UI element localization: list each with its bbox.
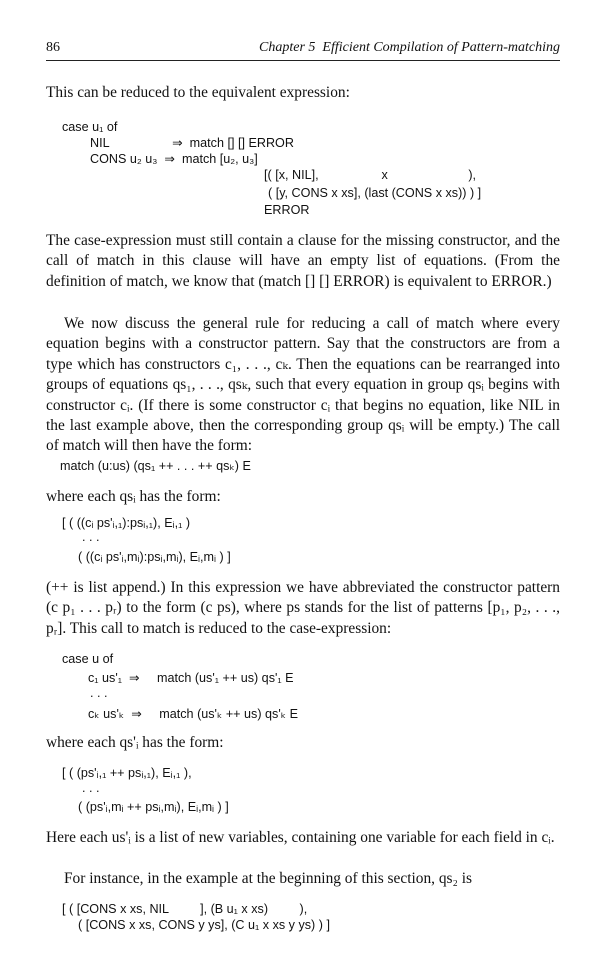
code5-line-2: . . .: [82, 781, 100, 795]
code4-line-3: . . .: [90, 686, 108, 700]
paragraph-1: The case-expression must still contain a clause for the missing constructor, and the call of match in this clause will have an empty list of equations. (From the definition of match, we know that (match [] [] ERROR) is equivalent to ERROR.): [46, 232, 560, 290]
code1-line-5: ( [y, CONS x xs], (last (CONS x xs)) ) ]: [268, 186, 482, 200]
header-rule: [46, 60, 560, 61]
code1-line-1: case u₁ of: [62, 120, 118, 134]
paragraph-5: For instance, in the example at the beginning of this section, qs₂ is: [64, 870, 473, 887]
where-each-qs-prime: where each qs'ᵢ has the form:: [46, 734, 224, 751]
code6-line-1: [ ( [CONS x xs, NIL ], (B u₁ x xs) ),: [62, 902, 308, 916]
code3-line-3: ( ((cᵢ ps'ᵢ,mᵢ):psᵢ,mᵢ), Eᵢ,mᵢ ) ]: [78, 550, 231, 564]
code3-line-1: [ ( ((cᵢ ps'ᵢ,₁):psᵢ,₁), Eᵢ,₁ ): [62, 516, 191, 530]
code6-line-2: ( [CONS x xs, CONS y ys], (C u₁ x xs y ys) ) ]: [78, 918, 330, 932]
where-each-qs: where each qsᵢ has the form:: [46, 488, 221, 505]
code5-line-1: [ ( (ps'ᵢ,₁ ++ psᵢ,₁), Eᵢ,₁ ),: [62, 766, 192, 780]
code4-line-4: cₖ us'ₖ ⇒ match (us'ₖ ++ us) qs'ₖ E: [88, 707, 298, 721]
intro-text: This can be reduced to the equivalent expression:: [46, 84, 350, 101]
code4-line-2: c₁ us'₁ ⇒ match (us'₁ ++ us) qs'₁ E: [88, 671, 294, 685]
code3-line-2: . . .: [82, 530, 100, 544]
code4-line-1: case u of: [62, 652, 114, 666]
code1-line-4: [( [x, NIL], x ),: [264, 168, 477, 182]
code1-line-3: CONS u₂ u₃ ⇒ match [u₂, u₃]: [90, 152, 258, 166]
running-title: Chapter 5 Efficient Compilation of Pattern-matching: [259, 40, 560, 55]
code2-line: match (u:us) (qs₁ ++ . . . ++ qsₖ) E: [60, 459, 251, 473]
paragraph-2: We now discuss the general rule for reducing a call of match where every equation begins with a constructor pattern. Say that the constructors are from a type which has constructors c₁, . . ., cₖ. Then the equations can be rearranged into groups of equations qs₁, . . ., qsₖ, such that every equation in group qsᵢ begins with constructor cᵢ. (If there is some constructor cᵢ that begins no equation, like NIL in the last example above, then the corresponding group qsᵢ will be empty.) The call of match will then have the form:: [46, 315, 560, 455]
code1-line-6: ERROR: [264, 203, 310, 217]
code5-line-3: ( (ps'ᵢ,mᵢ ++ psᵢ,mᵢ), Eᵢ,mᵢ ) ]: [78, 800, 229, 814]
code1-line-2: NIL ⇒ match [] [] ERROR: [90, 136, 294, 150]
paragraph-4: Here each us'ᵢ is a list of new variables, containing one variable for each field in cᵢ.: [46, 829, 555, 846]
page-number: 86: [46, 40, 60, 55]
paragraph-3: (++ is list append.) In this expression we have abbreviated the constructor pattern (c p₁ . . . pᵣ) to the form (c ps), where ps stands for the list of patterns [p₁, p₂, . . ., pᵣ]. This call to match is reduced to the case-expression:: [46, 579, 560, 637]
